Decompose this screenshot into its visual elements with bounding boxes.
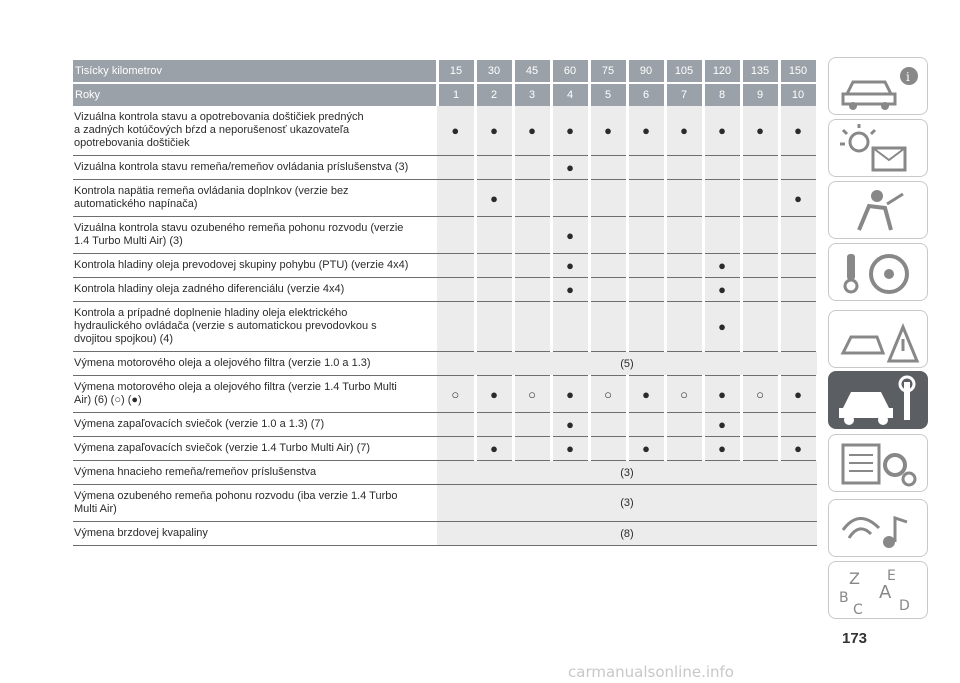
row-description: Kontrola a prípadné doplnenie hladiny oleja elektrického hydraulického ovládača (verzie s automatickou prevodovkou s dvojitou spojkou) (4) [73,302,437,352]
interval-mark [741,437,779,461]
table-row [73,485,817,522]
km-header-cell: 135 [741,60,779,83]
km-header-cell: 75 [589,60,627,83]
interval-mark: ● [589,106,627,156]
row-span-note: (3) [437,461,817,485]
interval-mark: ● [703,413,741,437]
year-header-cell: 3 [513,83,551,106]
interval-mark [741,156,779,180]
interval-mark [627,180,665,217]
interval-mark [627,217,665,254]
interval-mark [741,217,779,254]
interval-mark [779,217,817,254]
table-row [73,254,817,278]
interval-mark: ○ [589,376,627,413]
km-header-cell: 120 [703,60,741,83]
interval-mark: ● [475,106,513,156]
svg-text:Z: Z [849,569,860,588]
maintenance-schedule-table [73,60,819,546]
interval-mark [551,302,589,352]
table-row [73,302,817,352]
interval-mark [665,302,703,352]
interval-mark [475,278,513,302]
interval-mark [627,254,665,278]
km-header-cell: 45 [513,60,551,83]
row-description: Výmena motorového oleja a olejového filtra (verzie 1.0 a 1.3) [73,352,437,376]
table-row [73,522,817,546]
key-steering-wheel-icon [829,244,929,302]
index-icon [829,562,929,620]
interval-mark: ● [703,106,741,156]
chapter-tab[interactable] [828,499,928,557]
year-header-cell: 8 [703,83,741,106]
interval-mark: ● [551,278,589,302]
technical-data-icon [829,435,929,493]
interval-mark [513,437,551,461]
interval-mark [665,278,703,302]
interval-mark [741,278,779,302]
km-header-cell: 15 [437,60,475,83]
row-span-note: (3) [437,485,817,522]
row-description: Kontrola hladiny oleja zadného diferenciálu (verzie 4x4) [73,278,437,302]
table-row [73,278,817,302]
interval-mark: ● [551,437,589,461]
safety-airbag-icon [829,182,929,240]
km-header-cell: 150 [779,60,817,83]
schedule-body [73,106,817,546]
chapter-tab[interactable] [828,181,928,239]
km-header-cell: 90 [627,60,665,83]
interval-mark [513,413,551,437]
table-row [73,217,817,254]
interval-mark: ● [779,437,817,461]
interval-mark: ● [513,106,551,156]
interval-mark [779,413,817,437]
interval-mark: ● [551,106,589,156]
interval-mark [475,413,513,437]
interval-mark [437,302,475,352]
interval-mark: ● [627,376,665,413]
interval-mark: ● [703,302,741,352]
interval-mark: ● [741,106,779,156]
interval-mark [437,217,475,254]
svg-text:B: B [839,590,849,606]
interval-mark [589,302,627,352]
row-description: Výmena hnacieho remeňa/remeňov príslušenstva [73,461,437,485]
interval-mark [627,156,665,180]
chapter-tab[interactable] [828,57,928,115]
interval-mark [589,217,627,254]
chapter-tab[interactable] [828,119,928,177]
interval-mark: ● [665,106,703,156]
year-header-cell: 7 [665,83,703,106]
table-row [73,376,817,413]
chapter-tab[interactable] [828,434,928,492]
table-row [73,352,817,376]
interval-mark: ○ [741,376,779,413]
km-header-cell: 105 [665,60,703,83]
interval-mark [665,437,703,461]
interval-mark [513,156,551,180]
interval-mark: ○ [513,376,551,413]
interval-mark [627,278,665,302]
watermark: carmanualsonline.info [568,663,734,681]
interval-mark: ● [627,106,665,156]
year-header-cell: 10 [779,83,817,106]
km-header-cell: 60 [551,60,589,83]
interval-mark [589,180,627,217]
interval-mark: ● [779,106,817,156]
chapter-tab[interactable] [828,371,928,429]
interval-mark [779,254,817,278]
interval-mark [703,180,741,217]
interval-mark [513,254,551,278]
interval-mark: ● [703,376,741,413]
row-span-note: (8) [437,522,817,546]
interval-mark [665,217,703,254]
interval-mark: ● [703,278,741,302]
row-description: Vizuálna kontrola stavu a opotrebovania doštičiek predných a zadných kotúčových bŕzd a neporušenosť ukazovateľa opotrebovania doštičiek [73,106,437,156]
interval-mark [589,437,627,461]
row-description: Vizuálna kontrola stavu remeňa/remeňov ovládania príslušenstva (3) [73,156,437,180]
interval-mark [437,156,475,180]
years-header-label: Roky [73,83,437,106]
km-header-label: Tisícky kilometrov [73,60,437,83]
interval-mark: ● [779,376,817,413]
chapter-sidebar [828,57,930,623]
row-description: Kontrola napätia remeňa ovládania doplnkov (verzie bez automatického napínača) [73,180,437,217]
chapter-tab[interactable] [828,243,928,301]
row-description: Kontrola hladiny oleja prevodovej skupiny pohybu (PTU) (verzie 4x4) [73,254,437,278]
table-row [73,413,817,437]
interval-mark: ● [551,413,589,437]
interval-mark: ● [627,437,665,461]
table-row [73,180,817,217]
interval-mark: ● [475,180,513,217]
interval-mark [437,437,475,461]
interval-mark [741,302,779,352]
svg-text:E: E [887,568,896,584]
row-description: Výmena motorového oleja a olejového filtra (verzie 1.4 Turbo Multi Air) (6) (○) (●) [73,376,437,413]
svg-text:C: C [853,602,863,618]
interval-mark [665,156,703,180]
interval-mark [665,413,703,437]
interval-mark [589,156,627,180]
interval-mark [665,254,703,278]
interval-mark [437,413,475,437]
svg-text:i: i [906,70,910,84]
interval-mark [589,254,627,278]
interval-mark: ● [551,156,589,180]
row-description: Výmena brzdovej kvapaliny [73,522,437,546]
interval-mark [475,217,513,254]
year-header-cell: 4 [551,83,589,106]
row-description: Vizuálna kontrola stavu ozubeného remeňa pohonu rozvodu (verzie 1.4 Turbo Multi Air) (3) [73,217,437,254]
row-description: Výmena zapaľovacích sviečok (verzie 1.4 Turbo Multi Air) (7) [73,437,437,461]
interval-mark [513,180,551,217]
interval-mark [589,413,627,437]
svg-text:A: A [879,582,892,603]
car-info-icon [829,58,929,116]
interval-mark: ● [551,217,589,254]
table-row [73,106,817,156]
interval-mark [551,180,589,217]
row-description: Výmena ozubeného remeňa pohonu rozvodu (iba verzie 1.4 Turbo Multi Air) [73,485,437,522]
interval-mark: ● [703,254,741,278]
interval-mark [627,413,665,437]
interval-mark [779,156,817,180]
car-maintenance-icon [829,372,929,430]
interval-mark [437,278,475,302]
interval-mark: ● [475,376,513,413]
interval-mark [437,254,475,278]
interval-mark [741,413,779,437]
interval-mark [741,180,779,217]
chapter-tab[interactable] [828,561,928,619]
warning-lights-icon [829,120,929,178]
interval-mark: ● [551,376,589,413]
interval-mark [589,278,627,302]
multimedia-icon [829,500,929,558]
interval-mark [513,217,551,254]
table-row [73,437,817,461]
table-row [73,156,817,180]
interval-mark [779,302,817,352]
interval-mark: ● [779,180,817,217]
svg-text:D: D [899,598,910,614]
interval-mark: ○ [665,376,703,413]
year-header-cell: 5 [589,83,627,106]
km-header-row [73,60,817,83]
interval-mark: ● [551,254,589,278]
interval-mark [703,156,741,180]
interval-mark [513,302,551,352]
interval-mark: ● [475,437,513,461]
row-description: Výmena zapaľovacích sviečok (verzie 1.0 a 1.3) (7) [73,413,437,437]
year-header-cell: 1 [437,83,475,106]
year-header-cell: 9 [741,83,779,106]
interval-mark [475,254,513,278]
interval-mark [741,254,779,278]
page-number: 173 [842,630,868,647]
interval-mark [475,156,513,180]
emergency-icon [829,311,929,369]
interval-mark: ○ [437,376,475,413]
table-row [73,461,817,485]
interval-mark [703,217,741,254]
interval-mark: ● [437,106,475,156]
years-header-row [73,83,817,106]
interval-mark [437,180,475,217]
interval-mark [779,278,817,302]
interval-mark [475,302,513,352]
km-header-cell: 30 [475,60,513,83]
interval-mark [665,180,703,217]
interval-mark: ● [703,437,741,461]
interval-mark [627,302,665,352]
chapter-tab[interactable] [828,310,928,368]
year-header-cell: 6 [627,83,665,106]
row-span-note: (5) [437,352,817,376]
year-header-cell: 2 [475,83,513,106]
interval-mark [513,278,551,302]
